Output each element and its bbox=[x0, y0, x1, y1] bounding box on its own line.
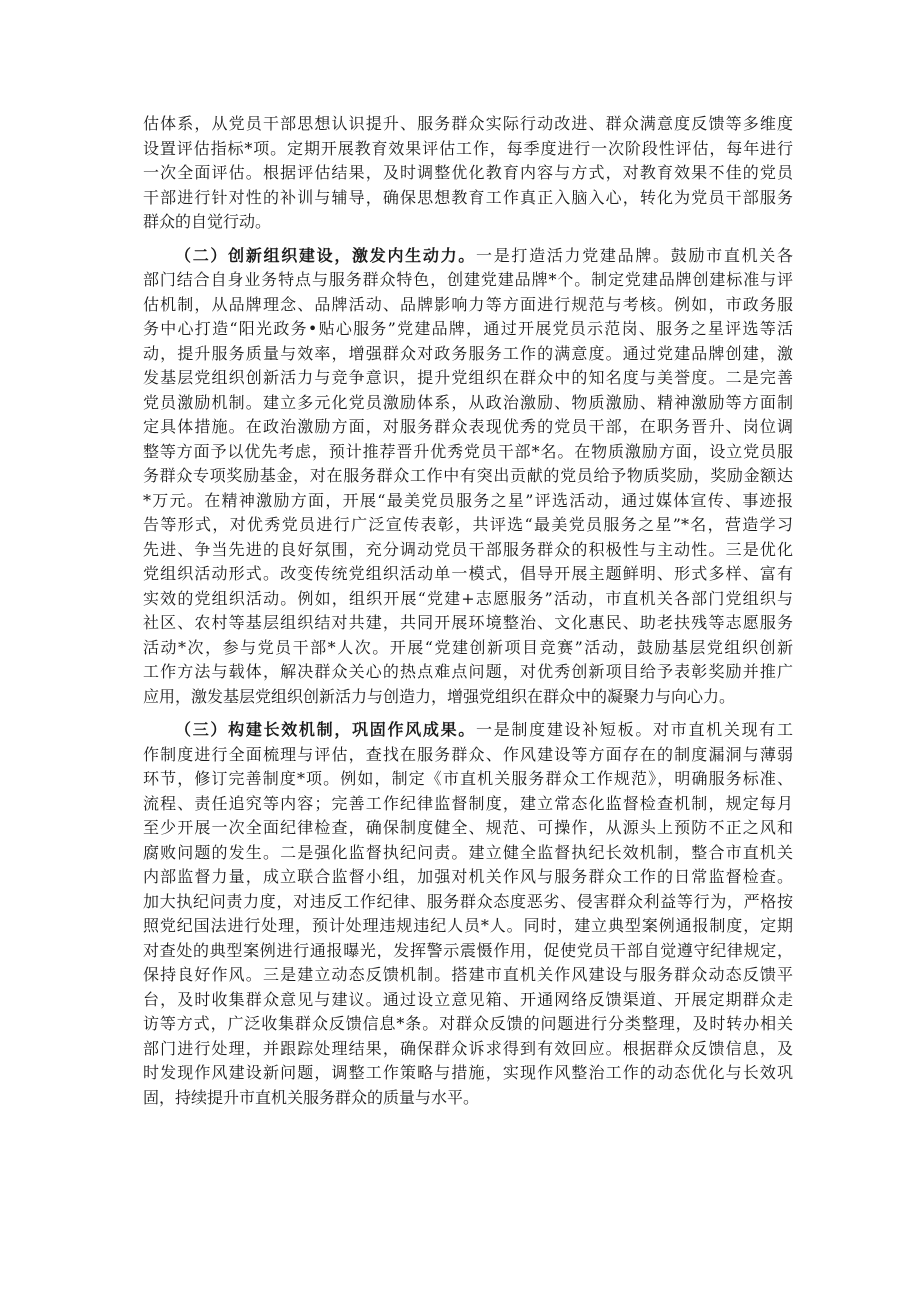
body-text-line bbox=[143, 317, 793, 341]
body-text-line bbox=[143, 611, 793, 635]
body-text-line bbox=[143, 767, 793, 791]
body-text-line bbox=[143, 587, 793, 611]
line-text: 内部监督力量，成立联合监督小组，加强对机关作风与服务群众工作的日常监督检查。 bbox=[143, 867, 793, 886]
section-heading: （三）构建长效机制，巩固作风成果。 bbox=[175, 720, 476, 739]
body-text-line bbox=[143, 161, 793, 185]
body-text-line bbox=[143, 415, 793, 439]
body-text-line bbox=[143, 440, 793, 464]
body-text-line bbox=[143, 366, 793, 390]
body-text-line bbox=[143, 562, 793, 586]
line-text: 一是打造活力党建品牌。鼓励市直机关各 bbox=[476, 246, 793, 265]
line-text: 设置评估指标*项。定期开展教育效果评估工作，每季度进行一次阶段性评估，每年进行 bbox=[143, 139, 793, 158]
line-text: 台，及时收集群众意见与建议。通过设立意见箱、开通网络反馈渠道、开展定期群众走 bbox=[143, 990, 793, 1009]
line-text: 保持良好作风。三是建立动态反馈机制。搭建市直机关作风建设与服务群众动态反馈平 bbox=[143, 965, 793, 984]
line-text: 干部进行针对性的补训与辅导，确保思想教育工作真正入脑入心，转化为党员干部服务 bbox=[143, 188, 793, 207]
line-text: 腐败问题的发生。二是强化监督执纪问责。建立健全监督执纪长效机制，整合市直机关 bbox=[143, 843, 793, 862]
body-text-line bbox=[143, 391, 793, 415]
body-text-line bbox=[143, 792, 793, 816]
line-text: 应用，激发基层党组织创新活力与创造力，增强党组织在群众中的凝聚力与向心力。 bbox=[143, 687, 736, 706]
body-text-line bbox=[143, 268, 793, 292]
body-text-line bbox=[143, 1061, 793, 1085]
section-heading: （二）创新组织建设，激发内生动力。 bbox=[175, 246, 476, 265]
body-text-line bbox=[143, 685, 793, 709]
body-text-line bbox=[143, 865, 793, 889]
body-text-line bbox=[143, 743, 793, 767]
section-heading-line bbox=[175, 718, 793, 742]
body-text-line bbox=[143, 963, 793, 987]
line-text: 务中心打造“阳光政务•贴心服务”党建品牌，通过开展党员示范岗、服务之星评选等活 bbox=[143, 319, 793, 338]
line-text: 时发现作风建设新问题，调整工作策略与措施，实现作风整治工作的动态优化与长效巩 bbox=[143, 1063, 793, 1082]
body-text-line bbox=[143, 914, 793, 938]
body-text-line bbox=[143, 137, 793, 161]
line-text: 党员激励机制。建立多元化党员激励体系，从政治激励、物质激励、精神激励等方面制 bbox=[143, 393, 793, 412]
body-text-line bbox=[143, 988, 793, 1012]
body-text-line bbox=[143, 939, 793, 963]
line-text: 告等形式，对优秀党员进行广泛宣传表彰，共评选“最美党员服务之星”*名，营造学习 bbox=[143, 515, 793, 534]
body-text-line bbox=[143, 464, 793, 488]
body-text-line bbox=[143, 890, 793, 914]
line-text: 作制度进行全面梳理与评估，查找在服务群众、作风建设等方面存在的制度漏洞与薄弱 bbox=[143, 745, 793, 764]
line-text: 估体系，从党员干部思想认识提升、服务群众实际行动改进、群众满意度反馈等多维度 bbox=[143, 114, 793, 133]
line-text: 活动*次，参与党员干部*人次。开展“党建创新项目竞赛”活动，鼓励基层党组织创新 bbox=[143, 638, 793, 657]
body-text-line bbox=[143, 636, 793, 660]
body-text-line bbox=[143, 489, 793, 513]
body-text-line bbox=[143, 1086, 793, 1110]
body-text-line bbox=[143, 186, 793, 210]
line-text: 固，持续提升市直机关服务群众的质量与水平。 bbox=[143, 1088, 480, 1107]
line-text: 照党纪国法进行处理，预计处理违规违纪人员*人。同时，建立典型案例通报制度，定期 bbox=[143, 916, 793, 935]
line-text: 发基层党组织创新活力与竞争意识，提升党组织在群众中的知名度与美誉度。二是完善 bbox=[143, 368, 793, 387]
line-text: 先进、争当先进的良好氛围，充分调动党员干部服务群众的积极性与主动性。三是优化 bbox=[143, 540, 793, 559]
body-text-line bbox=[143, 816, 793, 840]
body-text-line bbox=[143, 1037, 793, 1061]
line-text: 对查处的典型案例进行通报曝光，发挥警示震慑作用，促使党员干部自觉遵守纪律规定， bbox=[143, 941, 793, 960]
body-text-line bbox=[143, 342, 793, 366]
line-text: 加大执纪问责力度，对违反工作纪律、服务群众态度恶劣、侵害群众利益等行为，严格按 bbox=[143, 892, 793, 911]
body-text-line bbox=[143, 112, 793, 136]
line-text: 实效的党组织活动。例如，组织开展“党建+志愿服务”活动，市直机关各部门党组织与 bbox=[143, 589, 793, 608]
body-text-line bbox=[143, 1012, 793, 1036]
line-text: 党组织活动形式。改变传统党组织活动单一模式，倡导开展主题鲜明、形式多样、富有 bbox=[143, 564, 793, 583]
body-text-line bbox=[143, 513, 793, 537]
body-text-line bbox=[143, 841, 793, 865]
body-text-line bbox=[143, 538, 793, 562]
line-text: *万元。在精神激励方面，开展“最美党员服务之星”评选活动，通过媒体宣传、事迹报 bbox=[143, 491, 793, 510]
line-text: 环节，修订完善制度*项。例如，制定《市直机关服务群众工作规范》，明确服务标准、 bbox=[143, 769, 793, 788]
body-text-line bbox=[143, 660, 793, 684]
line-text: 定具体措施。在政治激励方面，对服务群众表现优秀的党员干部，在职务晋升、岗位调 bbox=[143, 417, 793, 436]
line-text: 社区、农村等基层组织结对共建，共同开展环境整治、文化惠民、助老扶残等志愿服务 bbox=[143, 613, 793, 632]
line-text: 工作方法与载体，解决群众关心的热点难点问题，对优秀创新项目给予表彰奖励并推广 bbox=[143, 662, 793, 681]
line-text: 部门进行处理，并跟踪处理结果，确保群众诉求得到有效回应。根据群众反馈信息，及 bbox=[143, 1039, 793, 1058]
body-text-line bbox=[143, 293, 793, 317]
line-text: 群众的自觉行动。 bbox=[143, 212, 272, 231]
line-text: 一是制度建设补短板。对市直机关现有工 bbox=[476, 720, 793, 739]
line-text: 整等方面予以优先考虑，预计推荐晋升优秀党员干部*名。在物质激励方面，设立党员服 bbox=[143, 442, 793, 461]
line-text: 务群众专项奖励基金，对在服务群众工作中有突出贡献的党员给予物质奖励，奖励金额达 bbox=[143, 466, 793, 485]
line-text: 部门结合自身业务特点与服务群众特色，创建党建品牌*个。制定党建品牌创建标准与评 bbox=[143, 270, 793, 289]
line-text: 动，提升服务质量与效率，增强群众对政务服务工作的满意度。通过党建品牌创建，激 bbox=[143, 344, 793, 363]
line-text: 至少开展一次全面纪律检查，确保制度健全、规范、可操作，从源头上预防不正之风和 bbox=[143, 818, 793, 837]
section-heading-line bbox=[175, 244, 793, 268]
line-text: 流程、责任追究等内容；完善工作纪律监督制度，建立常态化监督检查机制，规定每月 bbox=[143, 794, 793, 813]
line-text: 访等方式，广泛收集群众反馈信息*条。对群众反馈的问题进行分类整理，及时转办相关 bbox=[143, 1014, 793, 1033]
line-text: 估机制，从品牌理念、品牌活动、品牌影响力等方面进行规范与考核。例如，市政务服 bbox=[143, 295, 793, 314]
body-text-line bbox=[143, 210, 793, 234]
line-text: 一次全面评估。根据评估结果，及时调整优化教育内容与方式，对教育效果不佳的党员 bbox=[143, 163, 793, 182]
